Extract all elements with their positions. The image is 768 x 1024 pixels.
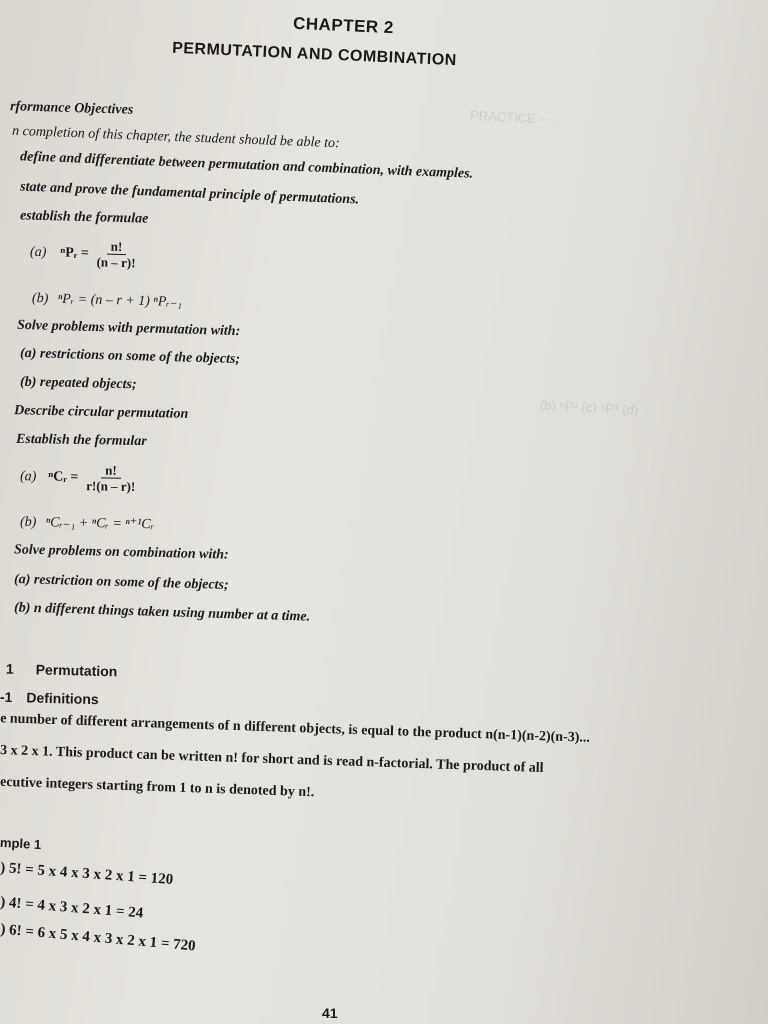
objective-item: state and prove the fundamental principle of permutations. (19, 179, 360, 208)
objective-subitem: (b) repeated objects; (19, 374, 137, 393)
objective-subitem: (b) n different things taken using number at a time. (13, 600, 311, 625)
formula-permutation-b (32, 290, 182, 311)
chapter-title: PERMUTATION AND COMBINATION (171, 39, 458, 70)
formula-combination-b (20, 514, 154, 533)
objectives-intro: n completion of this chapter, the student should be able to: (11, 123, 340, 152)
objective-item: Solve problems with permutation with: (16, 317, 241, 340)
formula-label: (a) (19, 469, 37, 485)
formula-text: ⁿCᵣ₋₁ + ⁿCᵣ = ⁿ⁺¹Cᵣ (45, 515, 155, 533)
fraction (92, 238, 140, 270)
formula-label: (b) (19, 514, 37, 531)
example-line: ) 4! = 4 x 3 x 2 x 1 = 24 (0, 894, 144, 922)
fraction (82, 462, 140, 494)
objective-item: define and differentiate between permutation and combination, with examples. (19, 149, 474, 182)
page-number: 41 (322, 1005, 338, 1021)
objectives-heading: rformance Objectives (9, 99, 134, 118)
formula-lhs: ⁿCᵣ = (48, 469, 79, 486)
formula-label: (b) (31, 291, 49, 307)
section-number: 1 (5, 660, 15, 677)
objective-subitem: (a) restrictions on some of the objects; (19, 345, 241, 368)
formula-permutation-a (30, 237, 141, 271)
fraction-numerator: n! (101, 462, 121, 478)
formula-combination-a (20, 461, 140, 494)
chapter-label: CHAPTER 2 (292, 13, 395, 38)
example-line: ) 6! = 6 x 5 x 4 x 3 x 2 x 1 = 720 (0, 921, 197, 955)
objective-item: Describe circular permutation (13, 403, 189, 422)
definition-line: e number of different arrangements of n different objects, is equal to the product n(n-1)(n-2)(n-3)... (0, 711, 591, 746)
subsection-number: -1 (0, 688, 13, 706)
formula-lhs: ⁿPᵣ = (60, 245, 89, 262)
formula-text: ⁿPᵣ = (n – r + 1) ⁿPᵣ₋₁ (57, 291, 183, 310)
definition-line: 3 x 2 x 1. This product can be written n! for short and is read n-factorial. The product of all (0, 742, 544, 777)
fraction-denominator: r!(n – r)! (86, 478, 136, 494)
bleed-through-text: (b) ⁵P² (c) ⁵P¹ (d) (539, 397, 639, 418)
bleed-through-text: PRACTICE · · · (469, 107, 560, 128)
objective-item: Solve problems on combination with: (13, 542, 229, 563)
definition-line: ecutive integers starting from 1 to n is denoted by n!. (0, 774, 315, 801)
objective-item: Establish the formular (15, 431, 147, 450)
section-heading (6, 661, 118, 680)
fraction-numerator: n! (106, 239, 126, 256)
objective-subitem: (a) restriction on some of the objects; (13, 572, 229, 593)
subsection-title: Definitions (26, 689, 99, 708)
section-title: Permutation (35, 661, 118, 680)
formula-label: (a) (29, 244, 47, 261)
subsection-heading (0, 689, 99, 707)
objective-item: establish the formulae (19, 208, 149, 227)
example-heading: mple 1 (0, 834, 42, 853)
example-line: ) 5! = 5 x 4 x 3 x 2 x 1 = 120 (0, 859, 174, 889)
fraction-denominator: (n – r)! (96, 254, 136, 271)
